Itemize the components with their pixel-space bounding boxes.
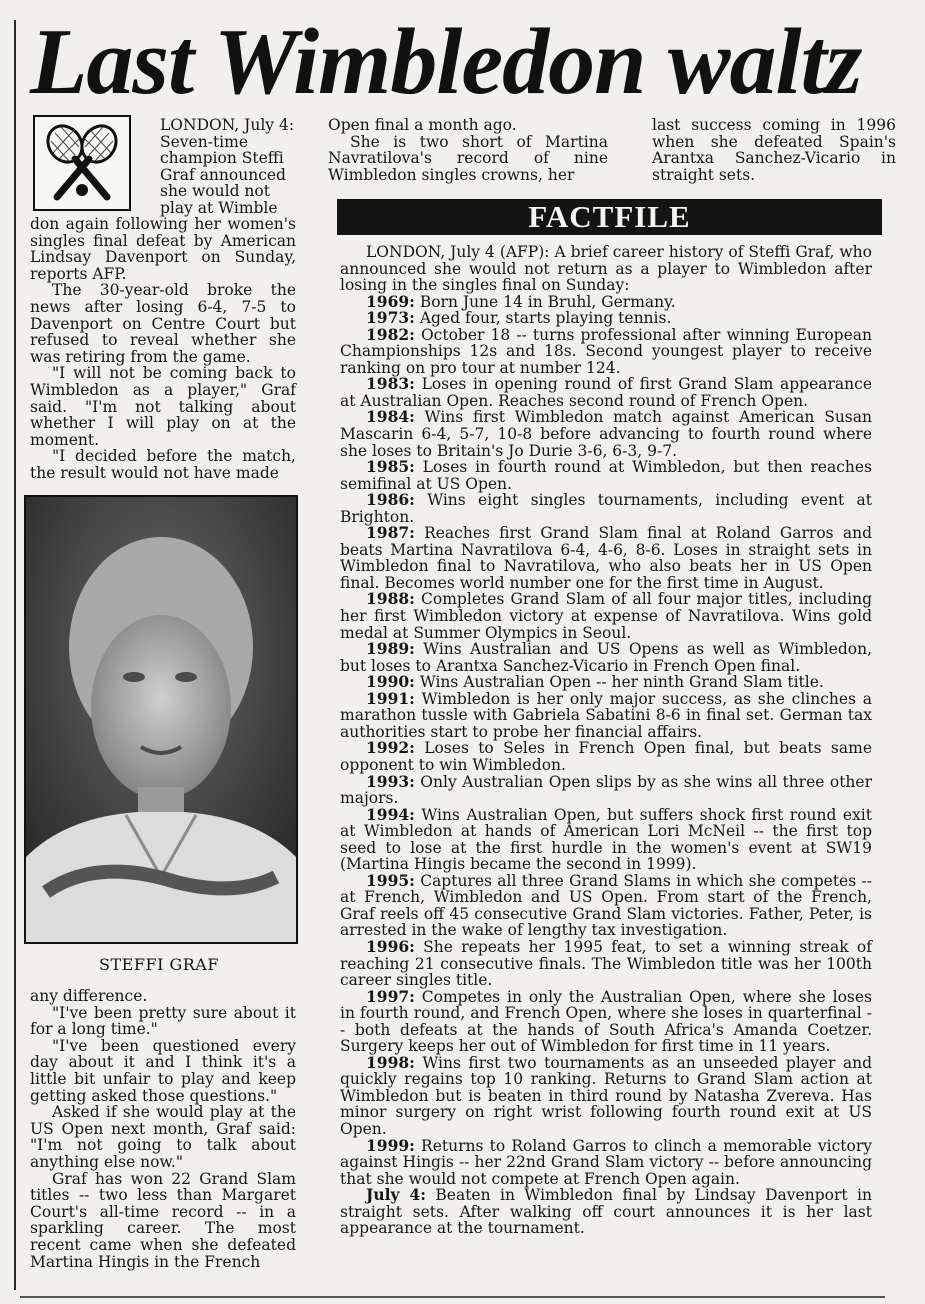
factfile-text: Beaten in Wimbledon final by Lindsay Davenport in straight sets. After walking off court announces it is her last appearance at the tournament.	[340, 1186, 872, 1238]
factfile-entry	[340, 870, 872, 940]
factfile-text: Competes in only the Australian Open, where she loses in fourth round, and French Open, where she loses in quarterfinal -- both defeats at the hands of South Africa's Amanda Coetzer. Surgery keeps her out of Wimbledon for first time in 11 years.	[340, 987, 872, 1056]
factfile-year: 1997:	[366, 986, 415, 1006]
factfile-entry	[340, 591, 872, 641]
factfile-entry	[340, 324, 872, 377]
factfile-year: 1969:	[366, 291, 415, 311]
factfile-year: 1999:	[366, 1135, 415, 1155]
story-paragraph: "I decided before the match, the result would not have made	[30, 447, 296, 482]
story-paragraph: "I've been pretty sure about it for a long time."	[30, 1003, 296, 1039]
bottom-rule	[20, 1296, 885, 1298]
factfile-entry	[340, 641, 872, 674]
factfile-year: July 4:	[366, 1185, 426, 1205]
factfile-text: Aged four, starts playing tennis.	[419, 309, 672, 328]
story-paragraph: any difference.	[30, 987, 148, 1005]
factfile-entry	[340, 986, 872, 1056]
factfile-title: FACTFILE	[337, 199, 882, 235]
factfile-text: Only Australian Open slips by as she wins all three other majors.	[340, 772, 872, 808]
factfile-intro: LONDON, July 4 (AFP): A brief career history of Steffi Graf, who announced she would not return as a player to Wimbledon after losing in the singles final on Sunday:	[340, 243, 872, 295]
factfile-text: Wins Australian Open, but suffers shock first round exit at Wimbledon at hands of American Lori McNeil -- the first top seed to lose at the first hurdle in the women's event at SW19 (Martina Hingis became the second in 1999).	[340, 805, 872, 874]
factfile-text: Captures all three Grand Slams in which she competes -- at French, Wimbledon and US Open. From start of the French, Graf reels off 45 consecutive Grand Slam victories. Father, Peter, is arrested in the wake of lengthy tax investigation.	[340, 871, 872, 940]
factfile-year: 1992:	[366, 738, 415, 758]
factfile-entry	[340, 1052, 872, 1138]
story-paragraph: last success coming in 1996 when she defeated Spain's Arantxa Sanchez-Vicario in straight sets.	[652, 116, 896, 184]
factfile-year: 1994:	[366, 804, 415, 824]
factfile-year: 1995:	[366, 870, 415, 890]
story-paragraph: Asked if she would play at the US Open next month, Graf said: "I'm not going to talk about anything else now."	[30, 1103, 296, 1171]
story-column-left-top	[30, 216, 296, 482]
story-paragraph: "I've been questioned every day about it and I think it's a little bit unfair to play and keep getting asked those questions."	[30, 1036, 296, 1105]
factfile-text: Loses in opening round of first Grand Slam appearance at Australian Open. Reaches second round of French Open.	[340, 375, 872, 410]
story-paragraph: don again following her women's singles final defeat by American Lindsay Davenport on Sunday, reports AFP.	[30, 215, 296, 283]
factfile-body	[340, 244, 872, 1237]
photo-caption: STEFFI GRAF	[99, 955, 219, 974]
factfile-year: 1985:	[366, 457, 415, 477]
factfile-text: Wins eight singles tournaments, including event at Brighton.	[340, 491, 872, 526]
story-paragraph: She is two short of Martina Navratilova's record of nine Wimbledon singles crowns, her	[328, 132, 608, 184]
factfile-year: 1986:	[366, 490, 415, 510]
factfile-year: 1991:	[366, 688, 415, 708]
factfile-year: 1982:	[366, 324, 415, 344]
factfile-entry	[340, 409, 872, 459]
steffi-graf-photo	[24, 495, 298, 944]
factfile-entry	[340, 804, 872, 874]
column-rule-left	[14, 20, 16, 1290]
story-lead: LONDON, July 4: Seven-time champion Steffi Graf announced she would not play at Wimble	[160, 116, 295, 217]
factfile-text: Wins Australian Open -- her ninth Grand Slam title.	[419, 673, 824, 692]
factfile-entry	[340, 1135, 872, 1188]
headline: Last Wimbledon waltz	[30, 10, 862, 114]
factfile-text: Wins first Wimbledon match against American Susan Mascarin 6-4, 5-7, 10-8 before advancing to fourth round where she loses to Britain's Jo Durie 3-6, 6-3, 9-7.	[340, 408, 872, 460]
factfile-year: 1973:	[366, 308, 415, 328]
tennis-rackets-icon	[33, 115, 131, 211]
factfile-entry	[340, 740, 872, 773]
factfile-year: 1998:	[366, 1052, 415, 1072]
factfile-text: She repeats her 1995 feat, to set a winning streak of reaching 21 consecutive finals. The Wimbledon title was her 100th career singles title.	[340, 937, 872, 990]
factfile-entry	[340, 376, 872, 409]
factfile-entry	[340, 771, 872, 808]
factfile-text: Wins first two tournaments as an unseeded player and quickly regains top 10 ranking. Returns to Grand Slam action at Wimbledon but is beaten in third round by Natasha Zvereva. Has minor surgery on right wrist following fourth round exit at US Open.	[340, 1053, 872, 1138]
story-column-right	[652, 117, 896, 183]
factfile-text: October 18 -- turns professional after winning European Championships 12s and 18s. Second youngest player to receive ranking on pro tour at number 124.	[340, 325, 872, 377]
factfile-text: Wimbledon is her only major success, as she clinches a marathon tussle with Gabriela Sabatini 8-6 in final set. German tax authorities start to probe her financial affairs.	[340, 689, 872, 741]
story-column-middle	[328, 117, 608, 183]
factfile-entry	[340, 1187, 872, 1237]
factfile-entry	[340, 674, 872, 691]
story-paragraph: The 30-year-old broke the news after losing 6-4, 7-5 to Davenport on Centre Court but refused to reveal whether she was retiring from the game.	[30, 281, 296, 366]
factfile-year: 1990:	[366, 672, 415, 692]
factfile-text: Born June 14 in Bruhl, Germany.	[419, 292, 676, 311]
factfile-text: Reaches first Grand Slam final at Roland Garros and beats Martina Navratilova 6-4, 4-6, 8-6. Loses in straight sets in Wimbledon final to Navratilova, who also beats her in US Open final. Becomes world number one for the first time in August.	[340, 524, 872, 592]
factfile-text: Loses in fourth round at Wimbledon, but then reaches semifinal at US Open.	[340, 458, 872, 493]
factfile-entry	[340, 291, 872, 311]
factfile-year: 1988:	[366, 589, 415, 609]
factfile-text: Completes Grand Slam of all four major titles, including her first Wimbledon victory at expense of Navratilova. Wins gold medal at Summer Olympics in Seoul.	[340, 590, 873, 642]
factfile-entry	[340, 310, 872, 327]
factfile-text: Wins Australian and US Opens as well as Wimbledon, but loses to Arantxa Sanchez-Vicario in French Open final.	[340, 640, 872, 675]
factfile-year: 1987:	[366, 523, 415, 543]
factfile-text: Loses to Seles in French Open final, but beats same opponent to win Wimbledon.	[340, 739, 872, 774]
factfile-entry	[340, 525, 872, 591]
factfile-year: 1993:	[366, 771, 415, 791]
story-paragraph: "I will not be coming back to Wimbledon as a player," Graf said. "I'm not talking about whether I will play on at the moment.	[30, 364, 296, 449]
factfile-text: Returns to Roland Garros to clinch a memorable victory against Hingis -- her 22nd Grand Slam victory -- before announcing that she would not compete at French Open again.	[340, 1136, 872, 1188]
factfile-year: 1996:	[366, 936, 415, 956]
factfile-year: 1984:	[366, 407, 415, 427]
story-paragraph: Graf has won 22 Grand Slam titles -- two less than Margaret Court's all-time record -- in a sparkling career. The most recent came when she defeated Martina Hingis in the French	[30, 1169, 296, 1271]
factfile-year: 1983:	[366, 374, 415, 394]
factfile-year: 1989:	[366, 639, 415, 659]
factfile-entry	[340, 936, 872, 990]
factfile-entry	[340, 492, 872, 525]
story-column-left-bottom	[30, 988, 296, 1270]
factfile-entry	[340, 459, 872, 492]
factfile-entry	[340, 688, 872, 741]
story-paragraph: Open final a month ago.	[328, 116, 517, 134]
